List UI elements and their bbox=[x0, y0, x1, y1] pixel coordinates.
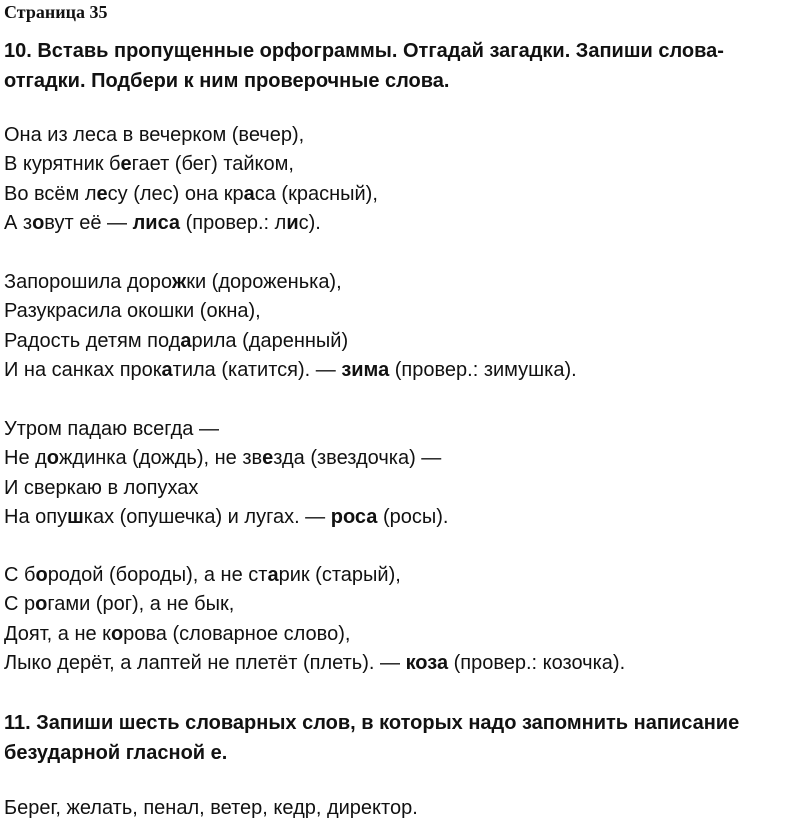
emphasized-text: е bbox=[262, 447, 274, 470]
riddle-stanza bbox=[4, 121, 794, 238]
line-text: Доят, а не к bbox=[4, 622, 111, 645]
line-text: Не д bbox=[4, 447, 47, 470]
line-text: са (красный), bbox=[254, 182, 378, 205]
riddle-stanza bbox=[4, 415, 794, 532]
riddle-line bbox=[4, 620, 794, 649]
emphasized-text: е bbox=[120, 153, 132, 176]
task10-title-line1: 10. Вставь пропущенные орфограммы. Отгадай загадки. Запиши слова- bbox=[4, 40, 724, 62]
emphasized-text: зима bbox=[341, 358, 390, 381]
line-text: ки (дороженька), bbox=[186, 271, 342, 293]
line-text: И сверкаю в лопухах bbox=[4, 476, 199, 499]
emphasized-text: ш bbox=[67, 505, 84, 528]
line-text: Лыко дерёт, а лаптей не плетёт (плеть). — bbox=[4, 651, 406, 674]
emphasized-text: роса bbox=[330, 505, 378, 528]
line-text: тила (катится). — bbox=[172, 358, 342, 381]
line-text: Разукрасила окошки (окна), bbox=[4, 300, 261, 323]
line-text: (провер.: козочка). bbox=[448, 651, 626, 674]
line-text: А з bbox=[4, 211, 33, 234]
emphasized-text: о bbox=[32, 211, 45, 234]
line-text: зда (звездочка) — bbox=[273, 447, 442, 470]
emphasized-text: о bbox=[35, 593, 48, 616]
line-text: су (лес) она кр bbox=[107, 182, 244, 205]
riddle-line bbox=[4, 209, 794, 238]
line-text: Она из леса в вечерком (вечер), bbox=[4, 124, 305, 146]
line-text: родой (бороды), а не ст bbox=[47, 564, 268, 586]
line-text: Утром падаю всегда — bbox=[4, 418, 219, 440]
page-title: Страница 35 bbox=[4, 2, 108, 22]
task11-title-line2: безударной гласной е. bbox=[4, 742, 228, 764]
line-text: С б bbox=[4, 564, 36, 586]
riddle-line bbox=[4, 444, 794, 473]
riddle-stanza bbox=[4, 268, 794, 385]
line-text: Во всём л bbox=[4, 182, 97, 205]
riddle-line bbox=[4, 150, 794, 179]
line-text: рила (даренный) bbox=[191, 329, 349, 352]
riddle-line bbox=[4, 503, 794, 532]
riddle-line bbox=[4, 415, 794, 444]
emphasized-text: а bbox=[161, 358, 173, 381]
line-text: (провер.: зимушка). bbox=[389, 358, 577, 381]
riddle-line bbox=[4, 474, 794, 503]
emphasized-text: а bbox=[267, 564, 279, 586]
task11-title bbox=[4, 708, 794, 768]
emphasized-text: о bbox=[46, 447, 60, 470]
line-text: В курятник б bbox=[4, 153, 121, 176]
riddle-line bbox=[4, 356, 794, 385]
riddle-line bbox=[4, 121, 794, 150]
riddle-line bbox=[4, 649, 794, 678]
line-text: (росы). bbox=[377, 505, 449, 528]
task11-answer: Берег, желать, пенал, ветер, кедр, директор. bbox=[4, 797, 418, 819]
riddle-stanza bbox=[4, 561, 794, 678]
task10-title-line2: отгадки. Подбери к ним проверочные слова. bbox=[4, 70, 450, 92]
line-text: Радость детям под bbox=[4, 329, 181, 352]
emphasized-text: коза bbox=[405, 651, 449, 674]
emphasized-text: а bbox=[180, 329, 192, 352]
line-text: И на санках прок bbox=[4, 358, 162, 381]
riddle-line bbox=[4, 590, 794, 619]
riddle-line bbox=[4, 180, 794, 209]
riddle-line bbox=[4, 327, 794, 356]
line-text: ждинка (дождь), не зв bbox=[59, 447, 263, 470]
line-text: рова (словарное слово), bbox=[123, 622, 351, 645]
line-text: Запорошила доро bbox=[4, 271, 173, 293]
line-text: рик (старый), bbox=[278, 564, 401, 586]
emphasized-text: о bbox=[35, 564, 48, 586]
emphasized-text: а bbox=[243, 182, 255, 205]
line-text: С р bbox=[4, 593, 36, 616]
line-text: с). bbox=[298, 211, 321, 234]
emphasized-text: е bbox=[96, 182, 108, 205]
line-text: ках (опушечка) и лугах. — bbox=[83, 505, 331, 528]
task10-title bbox=[4, 36, 794, 96]
line-text: гает (бег) тайком, bbox=[131, 153, 294, 176]
riddle-line bbox=[4, 297, 794, 326]
line-text: (провер.: л bbox=[180, 211, 287, 234]
line-text: На опу bbox=[4, 505, 68, 528]
emphasized-text: и bbox=[286, 211, 299, 234]
riddle-line bbox=[4, 561, 794, 590]
line-text: гами (рог), а не бык, bbox=[47, 593, 235, 616]
emphasized-text: лиса bbox=[132, 211, 181, 234]
riddle-line bbox=[4, 268, 794, 297]
task11-title-line1: 11. Запиши шесть словарных слов, в которых надо запомнить написание bbox=[4, 712, 740, 734]
emphasized-text: о bbox=[110, 622, 124, 645]
emphasized-text: ж bbox=[172, 271, 187, 293]
line-text: вут её — bbox=[44, 211, 133, 234]
